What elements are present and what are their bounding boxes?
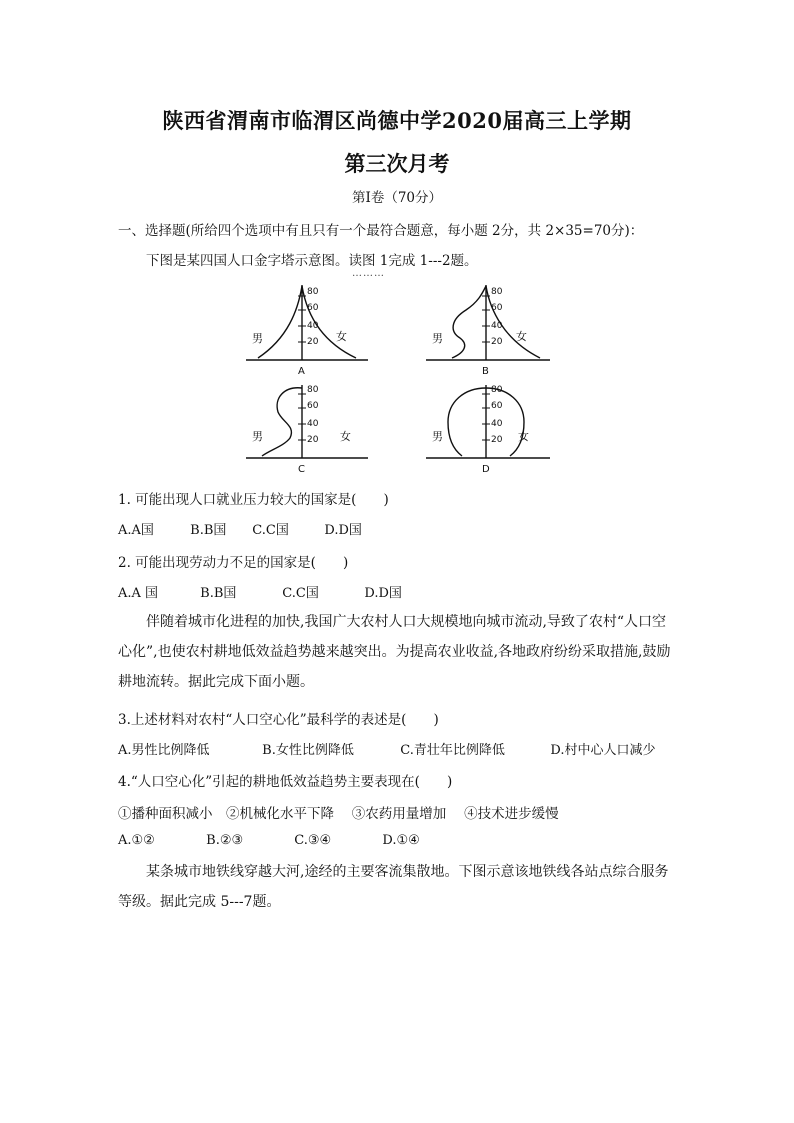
tick-label: 20 <box>307 337 319 347</box>
panel-letter: A <box>298 366 305 377</box>
question-3-stem: 3.上述材料对农村“人口空心化”最科学的表述是( ) <box>118 712 439 728</box>
female-label: 女 <box>516 330 527 343</box>
dotted-mark: ……… <box>352 268 385 279</box>
tick-label: 40 <box>307 419 319 429</box>
option-b[interactable]: B.②③ <box>206 833 244 848</box>
option-c[interactable]: C.③④ <box>294 833 332 848</box>
female-label: 女 <box>518 430 529 443</box>
option-c[interactable]: C.C国 <box>252 523 289 538</box>
tick-label: 40 <box>491 321 503 331</box>
question-2-options <box>118 582 402 601</box>
question-1-options <box>118 519 362 538</box>
volume-label: 第Ⅰ卷（70分） <box>351 190 442 206</box>
panel-letter: C <box>298 464 305 475</box>
tick-label: 60 <box>491 303 503 313</box>
passage-urbanization: 伴随着城市化进程的加快,我国广大农村人口大规模地向城市流动,导致了农村“人口空心化”,也使农村耕地低效益趋势越来越突出。为提高农业收益,各地政府纷纷采取措施,鼓励耕地流转。据此完成下面小题。 <box>118 614 671 690</box>
option-d[interactable]: D.村中心人口减少 <box>550 743 656 758</box>
male-label: 男 <box>432 430 443 443</box>
tick-label: 20 <box>307 435 319 445</box>
tick-label: 20 <box>491 435 503 445</box>
tick-label: 60 <box>307 303 319 313</box>
option-a[interactable]: A.A国 <box>118 523 154 538</box>
page-subtitle: 第三次月考 <box>344 151 450 176</box>
option-c[interactable]: C.青壮年比例降低 <box>400 743 505 758</box>
tick-label: 60 <box>307 401 319 411</box>
passage-metro: 某条城市地铁线穿越大河,途经的主要客流集散地。下图示意该地铁线各站点综合服务等级。据此完成 5---7题。 <box>118 864 669 910</box>
female-label: 女 <box>336 330 347 343</box>
intro-text: 下图是某四国人口金字塔示意图。读图 1完成 1---2题。 <box>146 253 478 269</box>
tick-label: 80 <box>307 287 319 297</box>
question-4-items: ①播种面积减小 ②机械化水平下降 ③农药用量增加 ④技术进步缓慢 <box>118 806 559 822</box>
male-label: 男 <box>252 430 263 443</box>
panel-letter: D <box>482 464 490 475</box>
option-d[interactable]: D.D国 <box>324 523 362 538</box>
option-a[interactable]: A.①② <box>118 833 155 848</box>
male-label: 男 <box>252 332 263 345</box>
panel-letter: B <box>482 366 489 377</box>
tick-label: 20 <box>491 337 503 347</box>
pyramid-d <box>426 385 550 458</box>
option-d[interactable]: D.D国 <box>364 586 402 601</box>
question-2-stem: 2. 可能出现劳动力不足的国家是( ) <box>118 555 349 571</box>
tick-label: 80 <box>491 385 503 395</box>
tick-label: 80 <box>491 287 503 297</box>
option-b[interactable]: B.B国 <box>200 586 237 601</box>
option-a[interactable]: A.男性比例降低 <box>118 743 210 758</box>
option-a[interactable]: A.A 国 <box>118 586 159 601</box>
tick-label: 60 <box>491 401 503 411</box>
male-label: 男 <box>432 332 443 345</box>
question-3-options <box>118 739 656 758</box>
tick-label: 40 <box>307 321 319 331</box>
option-d[interactable]: D.①④ <box>382 833 420 848</box>
option-c[interactable]: C.C国 <box>282 586 319 601</box>
question-4-stem: 4.“人口空心化”引起的耕地低效益趋势主要表现在( ) <box>118 774 453 790</box>
section-heading: 一、选择题(所给四个选项中有且只有一个最符合题意，每小题 2分，共 2×35=70分)： <box>118 223 644 239</box>
female-label: 女 <box>340 430 351 443</box>
option-b[interactable]: B.B国 <box>190 523 227 538</box>
option-b[interactable]: B.女性比例降低 <box>262 743 354 758</box>
question-1-stem: 1. 可能出现人口就业压力较大的国家是( ) <box>118 492 389 508</box>
tick-label: 40 <box>491 419 503 429</box>
question-4-options <box>118 833 420 848</box>
population-pyramid-figure <box>238 280 560 480</box>
page-title: 陕西省渭南市临渭区尚德中学2020届高三上学期 <box>162 108 632 133</box>
tick-label: 80 <box>307 385 319 395</box>
